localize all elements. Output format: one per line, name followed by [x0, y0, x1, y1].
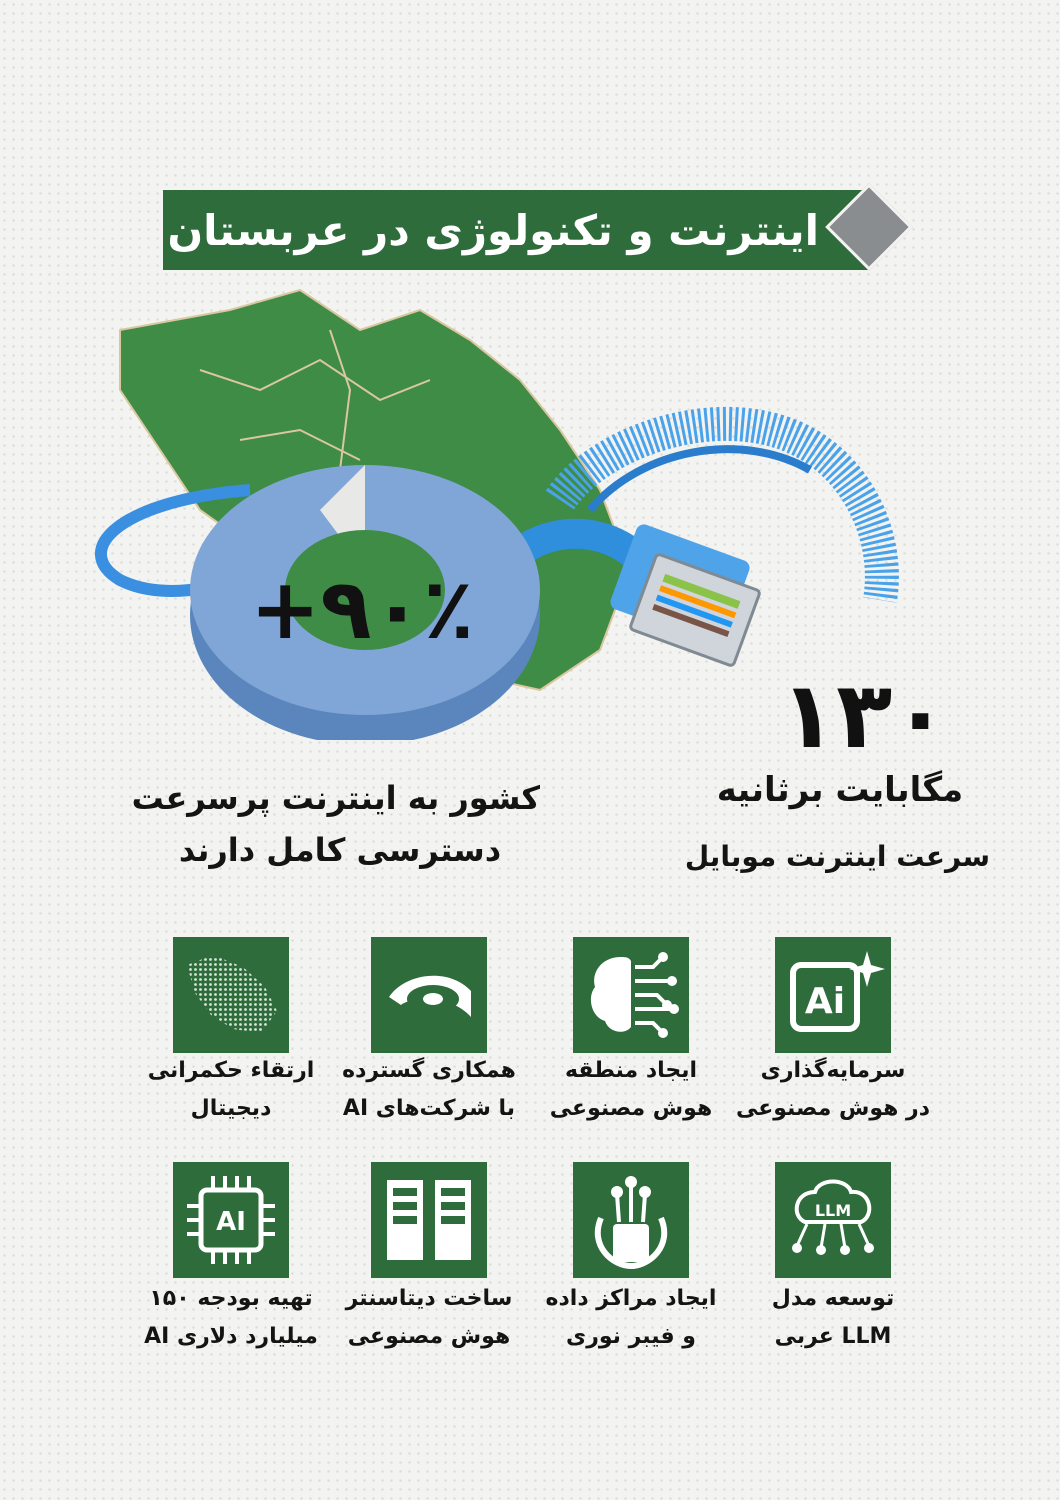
feature-label-3: همکاری گسترده با شرکت‌های AI [342, 1058, 516, 1121]
ai-chip-icon [173, 1162, 289, 1278]
coverage-caption-line2: دسترسی کامل دارند [178, 831, 502, 869]
feature-label-2: ایجاد منطقه هوش مصنوعی [549, 1058, 713, 1121]
ai-sparkle-icon [775, 937, 891, 1053]
coverage-caption [131, 772, 540, 876]
feature-label-7: ساخت دیتاسنتر هوش مصنوعی [345, 1286, 513, 1349]
nvidia-logo-icon [371, 937, 487, 1053]
ai-brain-circuit-icon [573, 937, 689, 1053]
speed-value: ۱۳۰ [780, 662, 949, 769]
svg-text:LLM: LLM [814, 1201, 852, 1220]
feature-label-6: ایجاد مراکز داده و فیبر نوری [545, 1286, 717, 1349]
feature-label-5: توسعه مدل LLM عربی [771, 1286, 895, 1349]
speed-unit: مگابایت برثانیه [716, 770, 964, 810]
llm-brain-icon [775, 1162, 891, 1278]
svg-text:Ai: Ai [804, 981, 846, 1022]
svg-text:AI: AI [216, 1207, 246, 1237]
fiber-optic-icon [573, 1162, 689, 1278]
page-title: اینترنت و تکنولوژی در عربستان [167, 205, 819, 255]
title-banner [163, 190, 869, 270]
datacenter-server-icon [371, 1162, 487, 1278]
coverage-caption-line1: کشور به اینترنت پرسرعت [131, 779, 540, 817]
feature-label-8: تهیه بودجه ۱۵۰ میلیارد دلاری AI [144, 1286, 318, 1349]
dotted-map-icon [173, 937, 289, 1053]
feature-label-4: ارتقاء حکمرانی دیجیتال [147, 1058, 315, 1121]
feature-label-1: سرمایه‌گذاری در هوش مصنوعی [735, 1058, 931, 1121]
coverage-value: +۹۰٪ [250, 560, 475, 658]
speed-caption: سرعت اینترنت موبایل [684, 840, 990, 873]
